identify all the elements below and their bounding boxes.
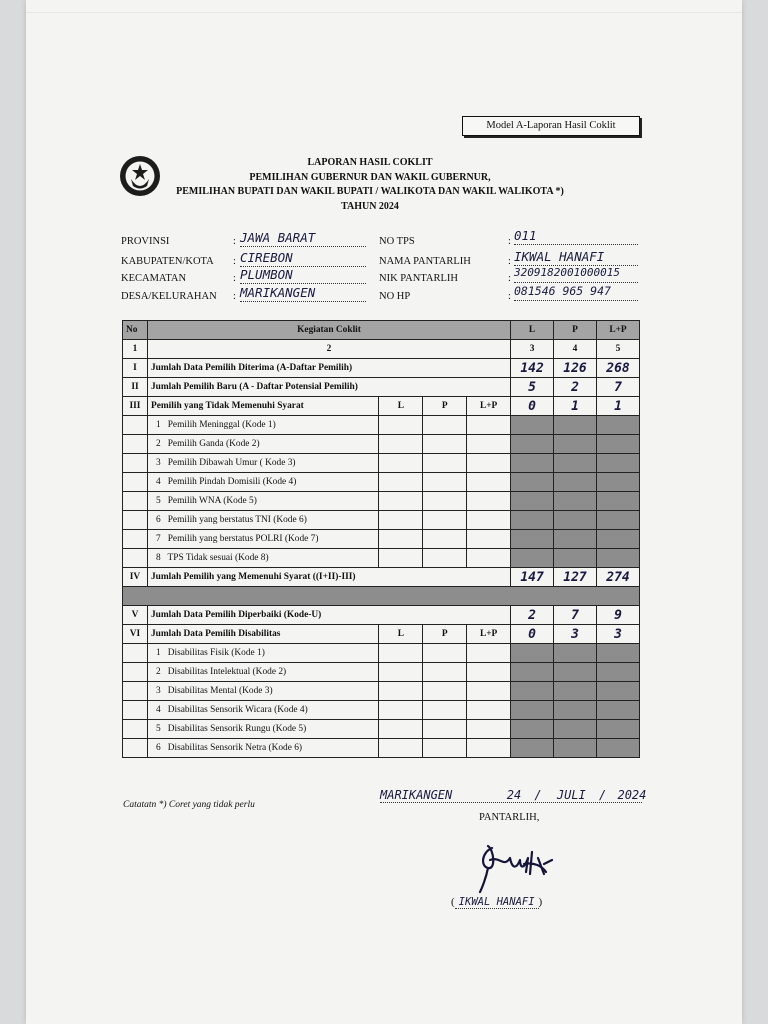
colon: : — [233, 273, 236, 284]
value-p: 7 — [554, 606, 597, 625]
item-label: Pemilih WNA (Kode 5) — [167, 495, 257, 506]
row-label: Jumlah Pemilih Baru (A - Daftar Potensial Pemilih) — [147, 378, 510, 397]
coklit-table — [122, 320, 640, 758]
date-month: JULI — [556, 788, 586, 802]
row-no: II — [123, 378, 148, 397]
kabupaten-value: CIREBON — [240, 250, 293, 265]
sub-header-lp: L+P — [467, 397, 511, 416]
col-header-lp: L+P — [596, 321, 639, 340]
table-row — [123, 378, 640, 397]
desa-value: MARIKANGEN — [240, 285, 316, 300]
date-year: 2024 — [617, 788, 647, 802]
row-no: V — [123, 606, 148, 625]
table-row — [123, 606, 640, 625]
tps-label: NO TPS — [379, 236, 415, 247]
item-no: 5 — [155, 495, 161, 506]
table-row — [123, 663, 640, 682]
kecamatan-value: PLUMBON — [240, 267, 293, 282]
table-row — [123, 473, 640, 492]
colon: : — [508, 256, 511, 267]
table-row — [123, 454, 640, 473]
paper-fold — [26, 12, 742, 13]
hp-value: 081546 965 947 — [514, 284, 611, 298]
footnote: Catatatn *) Coret yang tidak perlu — [123, 800, 255, 810]
pantarlih-label: PANTARLIH, — [479, 812, 540, 823]
dotted-line — [514, 300, 638, 301]
paren-close: ) — [538, 896, 543, 908]
signature-image — [474, 838, 570, 894]
header-title: LAPORAN HASIL COKLIT — [307, 157, 433, 168]
table-row — [123, 625, 640, 644]
table-row — [123, 682, 640, 701]
table-row — [123, 568, 640, 587]
item-label: Pemilih Pindah Domisili (Kode 4) — [167, 476, 297, 487]
table-row — [123, 739, 640, 758]
item-label: Pemilih yang berstatus POLRI (Kode 7) — [167, 533, 319, 544]
num-cell: 1 — [123, 340, 148, 359]
item-no: 4 — [155, 476, 161, 487]
table-row — [123, 720, 640, 739]
item-label: Pemilih yang berstatus TNI (Kode 6) — [167, 514, 307, 525]
dotted-line — [240, 246, 366, 247]
item-label: Pemilih Dibawah Umur ( Kode 3) — [167, 457, 296, 468]
dotted-line — [240, 301, 366, 302]
table-row — [123, 511, 640, 530]
table-row — [123, 397, 640, 416]
num-cell: 2 — [147, 340, 510, 359]
sub-header-l: L — [379, 397, 423, 416]
header-line-3: PEMILIHAN BUPATI DAN WAKIL BUPATI / WALIKOTA DAN WAKIL WALIKOTA *) — [176, 186, 564, 197]
row-label: Pemilih yang Tidak Memenuhi Syarat — [147, 397, 378, 416]
item-label: Disabilitas Intelektual (Kode 2) — [167, 666, 287, 677]
table-header-row — [123, 321, 640, 340]
item-label: Disabilitas Sensorik Rungu (Kode 5) — [167, 723, 307, 734]
kpu-logo-icon — [119, 153, 161, 199]
nama-pantarlih-value: IKWAL HANAFI — [514, 249, 605, 264]
table-number-row — [123, 340, 640, 359]
item-label: Disabilitas Fisik (Kode 1) — [167, 647, 265, 658]
value-lp: 7 — [596, 378, 639, 397]
value-lp: 274 — [596, 568, 639, 587]
row-label: Jumlah Data Pemilih Diterima (A-Daftar Pemilih) — [147, 359, 510, 378]
sub-header-p: P — [423, 625, 467, 644]
table-row — [123, 530, 640, 549]
colon: : — [508, 291, 511, 302]
sub-header-lp: L+P — [467, 625, 511, 644]
value-l: 0 — [511, 397, 554, 416]
signature-name-line — [451, 896, 542, 908]
row-no: I — [123, 359, 148, 378]
separator-row — [123, 587, 640, 606]
col-header-no: No — [123, 321, 148, 340]
value-l: 147 — [511, 568, 554, 587]
item-label: Pemilih Meninggal (Kode 1) — [167, 419, 276, 430]
value-p: 1 — [554, 397, 597, 416]
value-l: 0 — [511, 625, 554, 644]
row-no: VI — [123, 625, 148, 644]
item-no: 8 — [155, 552, 161, 563]
item-no: 7 — [155, 533, 161, 544]
value-p: 126 — [554, 359, 597, 378]
dotted-line — [240, 283, 366, 284]
item-label: TPS Tidak sesuai (Kode 8) — [167, 552, 269, 563]
col-header-l: L — [511, 321, 554, 340]
colon: : — [233, 291, 236, 302]
table-row — [123, 549, 640, 568]
item-label: Disabilitas Sensorik Netra (Kode 6) — [167, 742, 303, 753]
report-header — [160, 156, 580, 214]
table-row — [123, 492, 640, 511]
row-no: IV — [123, 568, 148, 587]
item-no: 5 — [155, 723, 161, 734]
value-l: 5 — [511, 378, 554, 397]
signature-name: IKWAL HANAFI — [455, 896, 539, 909]
header-line-2: PEMILIHAN GUBERNUR DAN WAKIL GUBERNUR, — [249, 171, 491, 183]
date-line — [380, 788, 647, 803]
col-header-p: P — [554, 321, 597, 340]
item-no: 3 — [155, 457, 161, 468]
value-lp: 3 — [596, 625, 639, 644]
hp-label: NO HP — [379, 291, 411, 302]
colon: : — [508, 273, 511, 284]
item-label: Pemilih Ganda (Kode 2) — [167, 438, 260, 449]
item-label: Disabilitas Mental (Kode 3) — [167, 685, 273, 696]
row-no: III — [123, 397, 148, 416]
nik-value: 3209182001000015 — [514, 266, 620, 279]
table-row — [123, 701, 640, 720]
provinsi-value: JAWA BARAT — [240, 230, 316, 245]
item-label: Disabilitas Sensorik Wicara (Kode 4) — [167, 704, 308, 715]
kecamatan-label: KECAMATAN — [121, 273, 187, 284]
value-l: 2 — [511, 606, 554, 625]
item-no: 3 — [155, 685, 161, 696]
dotted-line — [514, 282, 638, 283]
header-year: TAHUN 2024 — [341, 200, 399, 212]
value-l: 142 — [511, 359, 554, 378]
row-label: Jumlah Data Pemilih Disabilitas — [147, 625, 378, 644]
value-p: 2 — [554, 378, 597, 397]
num-cell: 3 — [511, 340, 554, 359]
table-row — [123, 435, 640, 454]
nama-pantarlih-label: NAMA PANTARLIH — [379, 256, 471, 267]
item-no: 1 — [155, 419, 161, 430]
tps-value: 011 — [514, 228, 537, 243]
item-no: 4 — [155, 704, 161, 715]
item-no: 6 — [155, 742, 161, 753]
col-header-kegiatan: Kegiatan Coklit — [147, 321, 510, 340]
date-sep: / — [534, 788, 542, 802]
sub-header-l: L — [379, 625, 423, 644]
colon: : — [233, 236, 236, 247]
paren-open: ( — [451, 896, 455, 908]
value-lp: 268 — [596, 359, 639, 378]
model-label-box: Model A-Laporan Hasil Coklit — [462, 116, 640, 136]
item-no: 2 — [155, 666, 161, 677]
desa-label: DESA/KELURAHAN — [121, 291, 217, 302]
date-sep: / — [599, 788, 607, 802]
item-no: 2 — [155, 438, 161, 449]
provinsi-label: PROVINSI — [121, 236, 170, 247]
dotted-line — [514, 244, 638, 245]
row-label: Jumlah Pemilih yang Memenuhi Syarat ((I+II)-III) — [147, 568, 510, 587]
nik-label: NIK PANTARLIH — [379, 273, 458, 284]
table-row — [123, 359, 640, 378]
item-no: 1 — [155, 647, 161, 658]
value-lp: 1 — [596, 397, 639, 416]
date-place: MARIKANGEN — [380, 788, 453, 802]
value-p: 127 — [554, 568, 597, 587]
colon: : — [508, 236, 511, 247]
kabupaten-label: KABUPATEN/KOTA — [121, 256, 214, 267]
table-row — [123, 416, 640, 435]
item-no: 6 — [155, 514, 161, 525]
row-label: Jumlah Data Pemilih Diperbaiki (Kode-U) — [147, 606, 510, 625]
value-lp: 9 — [596, 606, 639, 625]
value-p: 3 — [554, 625, 597, 644]
date-day: 24 — [506, 788, 522, 802]
table-row — [123, 644, 640, 663]
colon: : — [233, 256, 236, 267]
sub-header-p: P — [423, 397, 467, 416]
num-cell: 5 — [596, 340, 639, 359]
num-cell: 4 — [554, 340, 597, 359]
